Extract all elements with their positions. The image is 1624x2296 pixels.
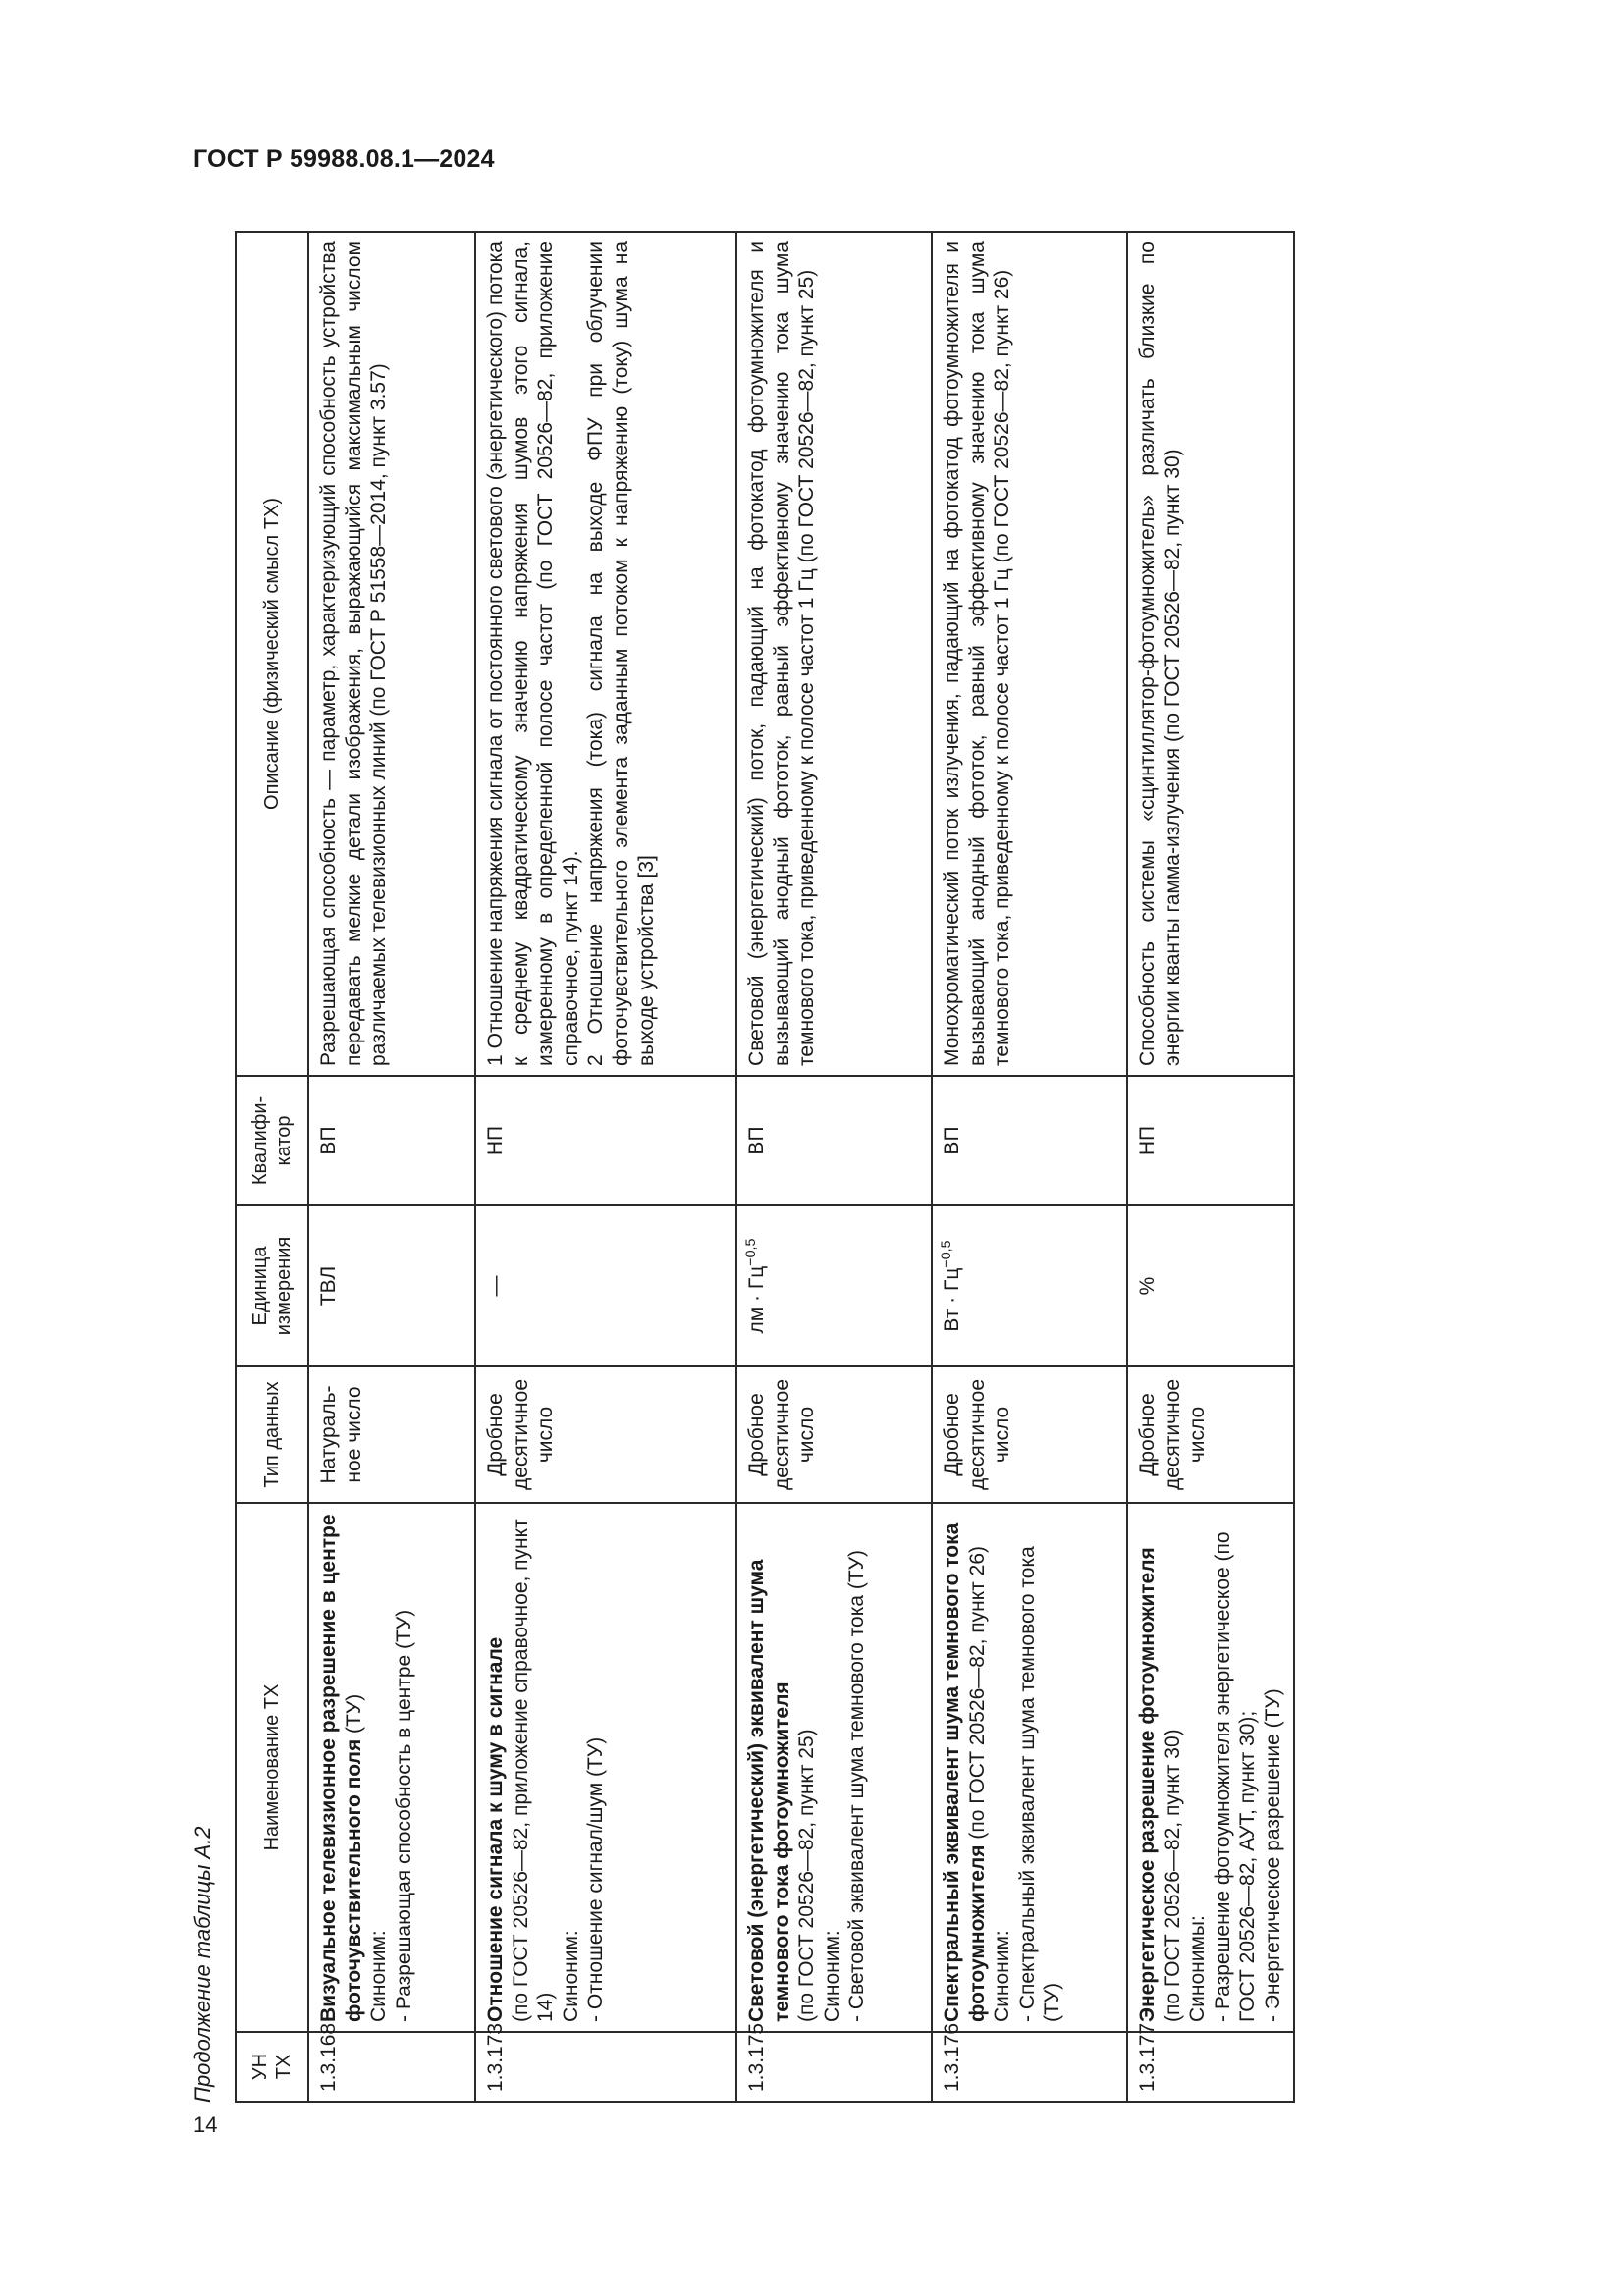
name-line: Синоним:	[559, 1930, 582, 2022]
table-header-row	[236, 232, 308, 2102]
description-paragraph: Световой (энергетический) поток, падающий на фотокатод фотоумножителя и вызывающий анодный фототок, равный эффективному значению тока шума темнового тока, приведенному к полосе частот 1 Гц (по ГОСТ 20526—82, пункт 25)	[745, 241, 819, 1066]
cell-unit	[736, 1205, 932, 1366]
cell-qualifier: НП	[475, 1076, 736, 1205]
table-row	[1127, 232, 1294, 2102]
cell-qualifier: ВП	[308, 1076, 475, 1205]
table-row	[736, 232, 932, 2102]
cell-description	[932, 232, 1127, 1076]
description-paragraph: Монохроматический поток излучения, падающий на фотокатод фотоумножителя и вызывающий анодный фототок, равный эффективному значению тока шума темнового тока, приведенному к полосе частот 1 Гц (по ГОСТ 20526—82, пункт 26)	[941, 241, 1014, 1066]
term-name: Спектральный эквивалент шума темнового тока фотоумножителя	[941, 1522, 989, 2022]
unit-exponent: −0,5	[939, 1240, 954, 1268]
term-name: Отношение сигнала к шуму в сигнале	[484, 1636, 507, 2022]
name-line: (по ГОСТ 20526—82, пункт 25)	[795, 1729, 819, 2022]
cell-type: Дробное десятичное число	[932, 1366, 1127, 1503]
cell-qualifier: ВП	[932, 1076, 1127, 1205]
description-paragraph: Разрешающая способность — параметр, характеризующий способность устройства передавать мелкие детали изображения, выражающийся максимальным числом различаемых телевизионных линий (по ГОСТ Р 51558—2014, пункт 3.57)	[317, 241, 391, 1066]
cell-name	[308, 1503, 475, 2032]
cell-type: Дробное десятичное число	[736, 1366, 932, 1503]
table-row	[308, 232, 475, 2102]
cell-id: 1.3.173	[475, 2032, 736, 2102]
cell-type: Дробное десятичное число	[1127, 1366, 1294, 1503]
description-paragraph: Способность системы «сцинтиллятор-фотоумножитель» различать близкие по энергии кванты гамма-излучения (по ГОСТ 20526—82, пункт 30)	[1136, 241, 1184, 1066]
cell-id: 1.3.168	[308, 2032, 475, 2102]
rotated-table-block	[177, 233, 1335, 2103]
cell-qualifier: ВП	[736, 1076, 932, 1205]
col-header-qualifier: Квалифи-катор	[236, 1076, 308, 1205]
term-name: Визуальное телевизионное разрешение в центре фоточувствительного поля	[317, 1514, 365, 2022]
cell-description	[475, 232, 736, 1076]
col-header-unit: Единица измерения	[236, 1205, 308, 1366]
cell-qualifier: НП	[1127, 1076, 1294, 1205]
cell-unit: ТВЛ	[308, 1205, 475, 1366]
unit-exponent: −0,5	[743, 1238, 759, 1266]
cell-name	[1127, 1503, 1294, 2032]
col-header-description: Описание (физический смысл ТХ)	[236, 232, 308, 1076]
name-line: Синоним:	[367, 1930, 391, 2022]
name-line: - Отношение сигнал/шум (ТУ)	[584, 1736, 608, 2022]
cell-name	[932, 1503, 1127, 2032]
term-name: Световой (энергетический) эквивалент шума темнового тока фотоумножителя	[745, 1559, 793, 2022]
col-header-name: Наименование ТХ	[236, 1503, 308, 2032]
cell-id: 1.3.175	[736, 2032, 932, 2102]
col-header-type: Тип данных	[236, 1366, 308, 1503]
term-name: Энергетическое разрешение фотоумножителя	[1136, 1547, 1159, 2022]
cell-type: Натураль-ное число	[308, 1366, 475, 1503]
cell-description	[736, 232, 932, 1076]
name-line: - Разрешение фотоумножителя энергетическое (по ГОСТ 20526—82, АУТ, пункт 30);	[1211, 1531, 1260, 2022]
cell-type: Дробное десятичное число	[475, 1366, 736, 1503]
cell-description	[1127, 232, 1294, 1076]
table-row	[475, 232, 736, 2102]
description-paragraph: 2 Отношение напряжения (тока) сигнала на выходе ФПУ при облучении фоточувствительного элемента заданным потоком к напряжению (току) шума на выходе устройства [3]	[584, 241, 658, 1066]
name-line: - Разрешающая способность в центре (ТУ)	[392, 1609, 415, 2022]
term-name-tail: (по ГОСТ 20526—82, пункт 26)	[965, 1546, 989, 1845]
cell-id: 1.3.177	[1127, 2032, 1294, 2102]
unit-base: лм · Гц	[745, 1265, 768, 1334]
characteristics-table	[235, 231, 1295, 2103]
cell-unit	[932, 1205, 1127, 1366]
name-line: - Энергетическое разрешение (ТУ)	[1262, 1688, 1285, 2022]
cell-description	[308, 232, 475, 1076]
table-row	[932, 232, 1127, 2102]
cell-id: 1.3.176	[932, 2032, 1127, 2102]
name-line: (по ГОСТ 20526—82, приложение справочное, пункт 14)	[509, 1519, 558, 2022]
cell-name	[475, 1503, 736, 2032]
name-line: (по ГОСТ 20526—82, пункт 30)	[1161, 1729, 1184, 2022]
description-paragraph: 1 Отношение напряжения сигнала от постоянного светового (энергетического) потока к среднему квадратическому значению напряжения шумов этого сигнала, измеренному в определенной полосе частот (по ГОСТ 20526—82, приложение справочное, пункт 14).	[484, 241, 582, 1066]
table-caption: Продолжение таблицы А.2	[190, 1826, 215, 2103]
cell-unit: —	[475, 1205, 736, 1366]
col-header-id: УН ТХ	[236, 2032, 308, 2102]
unit-base: Вт · Гц	[941, 1267, 963, 1332]
name-line: Синоним:	[820, 1930, 843, 2022]
cell-name	[736, 1503, 932, 2032]
cell-unit: %	[1127, 1205, 1294, 1366]
name-line: - Спектральный эквивалент шума темнового тока (ТУ)	[1015, 1546, 1064, 2022]
name-line: Синоним:	[991, 1930, 1014, 2022]
name-line: - Световой эквивалент шума темнового тока (ТУ)	[845, 1549, 869, 2022]
page-number: 14	[193, 2112, 218, 2137]
name-line: Синонимы:	[1186, 1915, 1210, 2022]
term-name-tail: (ТУ)	[342, 1693, 365, 1739]
document-header: ГОСТ Р 59988.08.1—2024	[193, 145, 495, 173]
